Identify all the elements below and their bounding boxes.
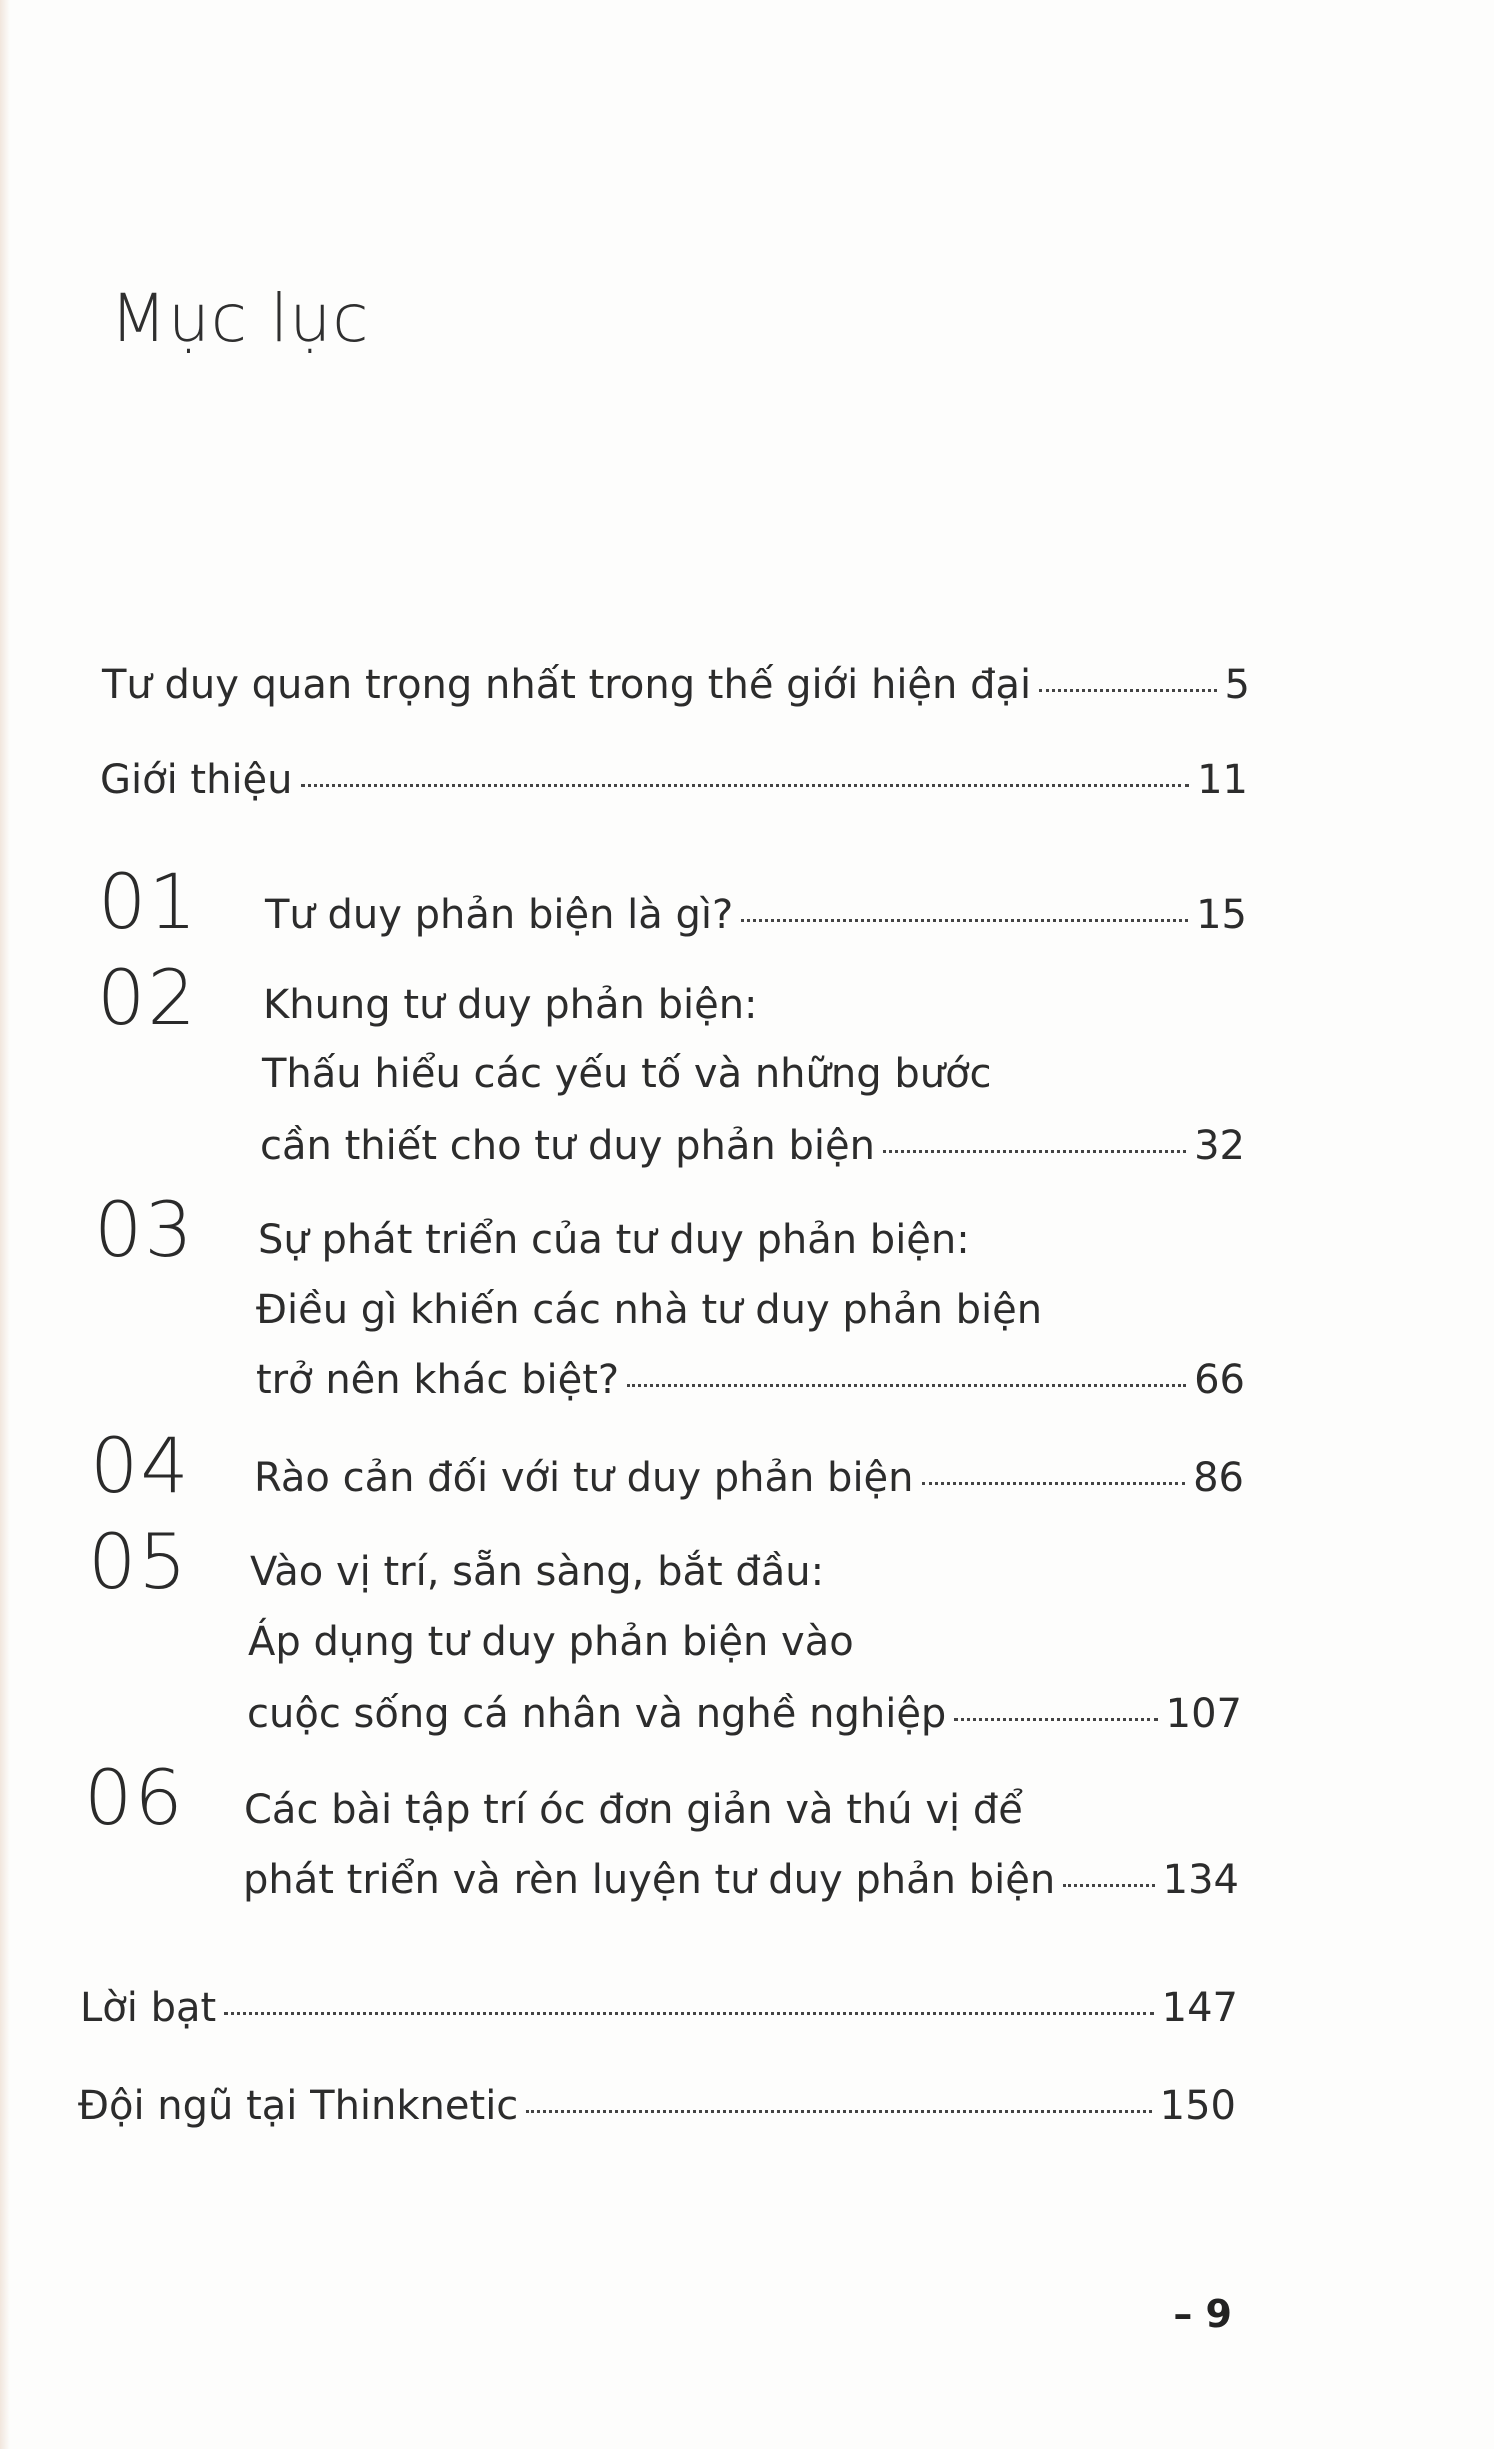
chapter-number: 01 [98, 857, 199, 946]
toc-entry-afterword [80, 1978, 1238, 2038]
chapter-number: 02 [97, 953, 198, 1042]
toc-entry-label: Giới thiệu [100, 757, 293, 803]
toc-entry-line: Sự phát triển của tư duy phản biện: [258, 1217, 970, 1263]
toc-entry-page: 32 [1194, 1123, 1245, 1169]
page-edge-shadow [0, 0, 10, 2449]
page-number: – 9 [1173, 2292, 1232, 2336]
chapter-number: 06 [84, 1753, 185, 1842]
toc-entry-label: Rào cản đối với tư duy phản biện [254, 1455, 914, 1501]
toc-entry-label: Tư duy phản biện là gì? [265, 892, 734, 938]
toc-entry-label: cuộc sống cá nhân và nghề nghiệp [247, 1691, 947, 1737]
toc-entry-line: Điều gì khiến các nhà tư duy phản biện [256, 1287, 1043, 1333]
toc-entry-page: 150 [1159, 2083, 1236, 2129]
dot-leader [954, 1718, 1157, 1721]
toc-entry-introduction [100, 750, 1248, 810]
toc-entry-line: Các bài tập trí óc đơn giản và thú vị để [244, 1787, 1023, 1833]
toc-entry-chapter-04 [254, 1448, 1244, 1508]
dot-leader [922, 1482, 1186, 1485]
dot-leader [526, 2110, 1151, 2113]
toc-entry-chapter-03 [256, 1350, 1245, 1410]
toc-entry-page: 15 [1196, 892, 1247, 938]
toc-entry-line: Áp dụng tư duy phản biện vào [248, 1619, 854, 1665]
chapter-number: 04 [90, 1421, 191, 1510]
toc-entry-label: Đội ngũ tại Thinknetic [78, 2083, 519, 2129]
toc-entry-page: 107 [1165, 1691, 1242, 1737]
toc-entry-label: cần thiết cho tư duy phản biện [260, 1123, 875, 1169]
toc-entry-chapter-01 [265, 885, 1247, 945]
toc-entry-page: 134 [1162, 1857, 1239, 1903]
toc-entry-page: 5 [1224, 662, 1250, 708]
toc-entry-page: 86 [1193, 1455, 1244, 1501]
toc-entry-line: Vào vị trí, sẵn sàng, bắt đầu: [250, 1549, 825, 1595]
toc-entry-page: 11 [1197, 757, 1248, 803]
toc-entry-line: Khung tư duy phản biện: [263, 982, 758, 1028]
chapter-number: 03 [94, 1185, 195, 1274]
dot-leader [883, 1150, 1186, 1153]
toc-entry-foreword [102, 655, 1250, 715]
dot-leader [1039, 689, 1216, 692]
toc-entry-line: Thấu hiểu các yếu tố và những bước [262, 1051, 992, 1097]
page-title: Mục lục [110, 280, 370, 357]
toc-entry-page: 147 [1161, 1985, 1238, 2031]
dot-leader [741, 919, 1188, 922]
toc-entry-chapter-05 [247, 1684, 1242, 1744]
toc-entry-label: phát triển và rèn luyện tư duy phản biện [243, 1857, 1056, 1903]
toc-entry-chapter-06 [243, 1850, 1239, 1910]
dot-leader [301, 784, 1190, 787]
dot-leader [1063, 1884, 1154, 1887]
toc-entry-chapter-02 [260, 1116, 1245, 1176]
toc-entry-label: Tư duy quan trọng nhất trong thế giới hiện đại [102, 662, 1032, 708]
dot-leader [627, 1384, 1186, 1387]
chapter-number: 05 [88, 1517, 189, 1606]
toc-entry-label: Lời bạt [80, 1985, 217, 2031]
toc-entry-team [78, 2076, 1236, 2136]
toc-entry-label: trở nên khác biệt? [256, 1357, 620, 1403]
toc-entry-page: 66 [1194, 1357, 1245, 1403]
dot-leader [224, 2012, 1153, 2015]
